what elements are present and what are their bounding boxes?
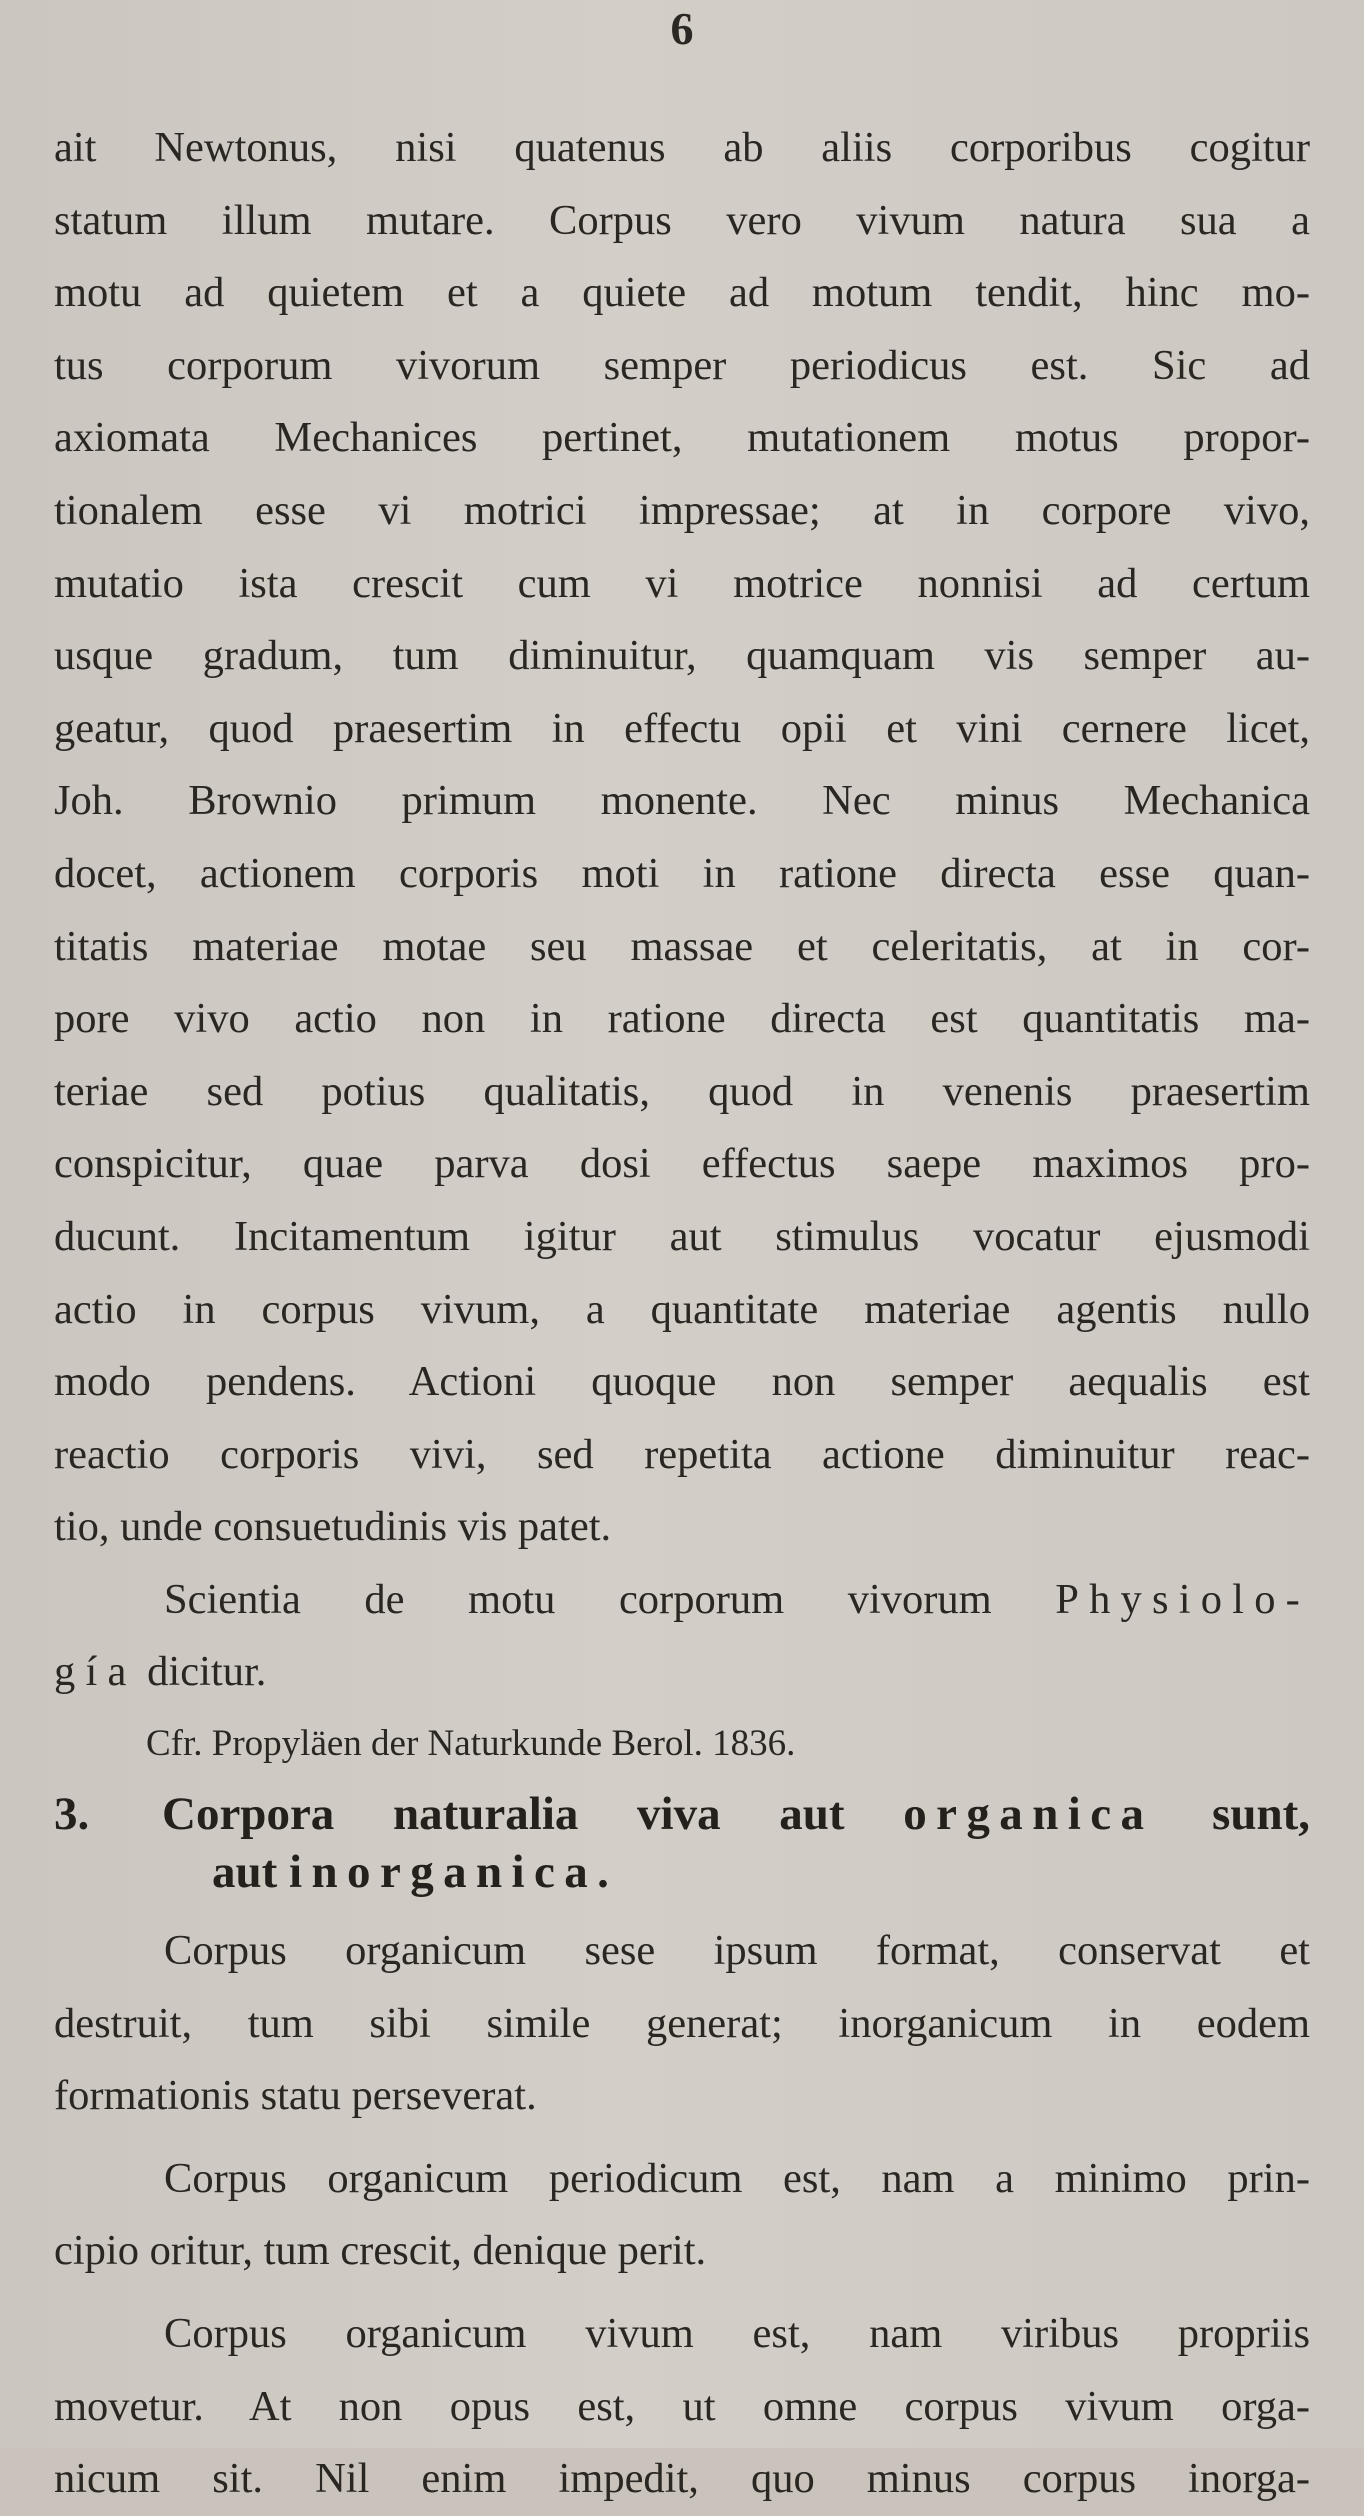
text-fragment: aut — [212, 1846, 290, 1899]
text-line: modo pendens. Actioni quoque non semper aequalis est — [54, 1358, 1310, 1406]
page-number: 6 — [670, 3, 694, 54]
text-line: statum illum mutare. Corpus vero vivum natura sua a — [54, 196, 1310, 244]
emphasized-term: organica — [903, 1788, 1154, 1841]
text-fragment: dicitur. — [136, 1648, 267, 1696]
text-line: movetur. At non opus est, ut omne corpus vivum orga- — [54, 2382, 1310, 2430]
section-heading-line — [54, 1843, 1310, 1901]
section-heading-line — [54, 1785, 1310, 1843]
text-fragment: Corpora naturalia viva aut — [162, 1788, 904, 1841]
text-line: Corpus organicum periodicum est, nam a minimo prin- — [164, 2154, 1310, 2202]
opening-paragraph — [54, 112, 1310, 1564]
text-line: tus corporum vivorum semper periodicus est. Sic ad — [54, 341, 1310, 389]
emphasized-term: Physiolo- — [1055, 1575, 1310, 1623]
text-line: Corpus organicum sese ipsum format, conservat et — [164, 1927, 1310, 1975]
section-paragraph — [54, 1915, 1310, 2133]
body-text — [54, 112, 1310, 2516]
text-line: ducunt. Incitamentum igitur aut stimulus vocatur ejusmodi — [54, 1212, 1310, 1260]
text-line: titatis materiae motae seu massae et celeritatis, at in cor- — [54, 922, 1310, 970]
text-fragment: Scientia de motu corporum vivorum — [164, 1575, 1056, 1623]
text-line: docet, actionem corporis moti in ratione directa esse quan- — [54, 849, 1310, 897]
text-line: tionalem esse vi motrici impressae; at in corpore vivo, — [54, 486, 1310, 534]
text-line — [54, 1636, 1310, 1709]
physiologia-paragraph — [54, 1564, 1310, 1709]
section-paragraph — [54, 2143, 1310, 2288]
section-number: 3. — [54, 1788, 90, 1841]
text-line: conspicitur, quae parva dosi effectus saepe maximos pro- — [54, 1140, 1310, 1188]
reference-note: Cfr. Propyläen der Naturkunde Berol. 1836. — [146, 1723, 796, 1765]
text-line: tio, unde consuetudinis vis patet. — [54, 1503, 612, 1551]
section-paragraph — [54, 2298, 1310, 2516]
text-line: teriae sed potius qualitatis, quod in venenis praesertim — [54, 1067, 1310, 1115]
text-line: Joh. Brownio primum monente. Nec minus Mechanica — [54, 777, 1310, 825]
emphasized-term: gía — [54, 1648, 137, 1696]
text-fragment: . — [597, 1846, 609, 1899]
text-line: usque gradum, tum diminuitur, quamquam vis semper au- — [54, 632, 1310, 680]
text-line: cipio oritur, tum crescit, denique perit. — [54, 2227, 707, 2275]
text-line: destruit, tum sibi simile generat; inorganicum in eodem — [54, 1999, 1310, 2047]
text-line: axiomata Mechanices pertinet, mutationem motus propor- — [54, 414, 1310, 462]
text-line: geatur, quod praesertim in effectu opii et vini cernere licet, — [54, 704, 1310, 752]
text-fragment: sunt, — [1153, 1788, 1310, 1841]
text-line: pore vivo actio non in ratione directa est quantitatis ma- — [54, 995, 1310, 1043]
text-line: reactio corporis vivi, sed repetita actione diminuitur reac- — [54, 1430, 1310, 1478]
text-line: mutatio ista crescit cum vi motrice nonnisi ad certum — [54, 559, 1310, 607]
text-line: ait Newtonus, nisi quatenus ab aliis corporibus cogitur — [54, 124, 1310, 171]
text-line: motu ad quietem et a quiete ad motum tendit, hinc mo- — [54, 269, 1310, 317]
text-line: nicum sit. Nil enim impedit, quo minus corpus inorga- — [54, 2455, 1310, 2503]
text-line: Corpus organicum vivum est, nam viribus propriis — [164, 2310, 1310, 2358]
text-line: actio in corpus vivum, a quantitate materiae agentis nullo — [54, 1285, 1310, 1333]
emphasized-term: inorganica — [289, 1846, 598, 1899]
text-line: formationis statu perseverat. — [54, 2072, 537, 2120]
section-heading — [54, 1785, 1310, 1901]
text-line — [54, 1564, 1310, 1637]
